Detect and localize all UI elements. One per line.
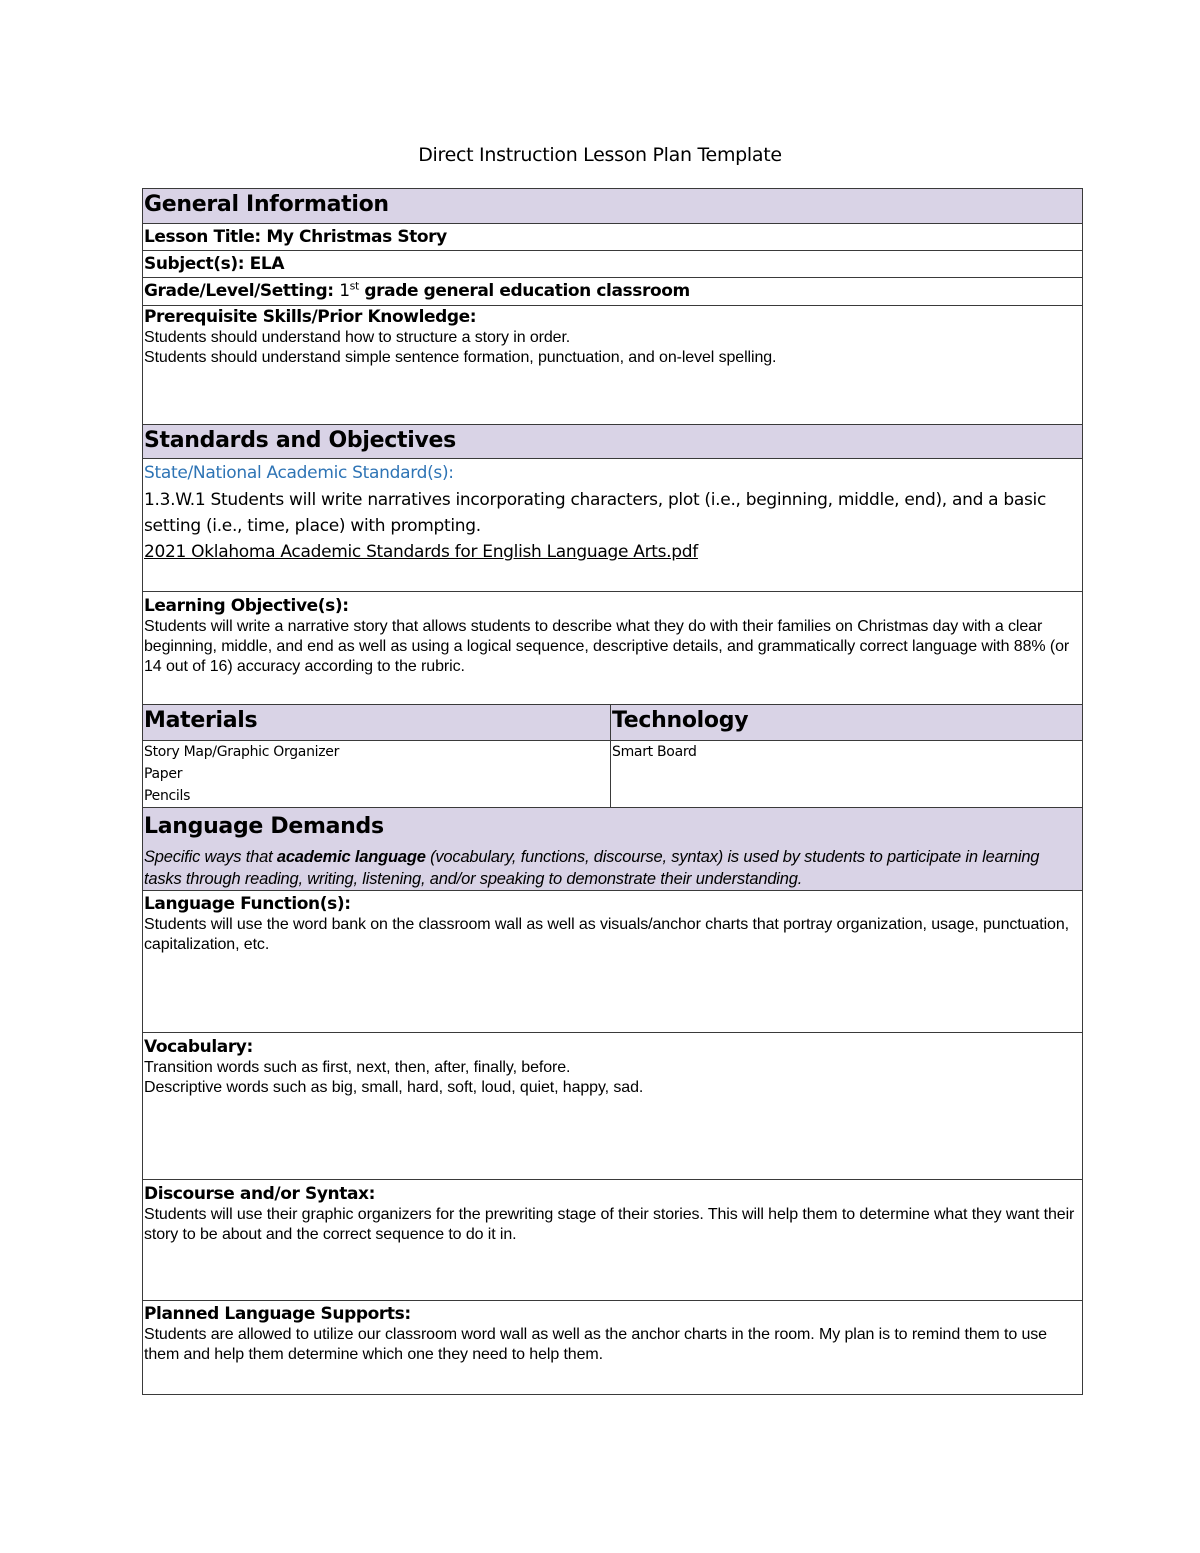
language-functions-cell	[143, 891, 1083, 1033]
description-start: Specific ways that	[144, 848, 277, 866]
language-functions-text: Students will use the word bank on the classroom wall as well as visuals/anchor charts that portray organization, usage, punctuation, capitalization, etc.	[144, 916, 1069, 953]
section-heading: Standards and Objectives	[144, 428, 456, 453]
vocabulary-label: Vocabulary:	[144, 1037, 253, 1057]
language-demands-description	[144, 846, 1080, 890]
materials-item: Paper	[144, 766, 183, 782]
vocabulary-line: Descriptive words such as big, small, hard, soft, loud, quiet, happy, sad.	[144, 1079, 644, 1096]
materials-list	[143, 741, 611, 808]
materials-heading: Materials	[144, 708, 258, 733]
subjects-label: Subject(s):	[144, 254, 245, 274]
standard-document-link[interactable]: 2021 Oklahoma Academic Standards for English Language Arts.pdf	[144, 542, 698, 562]
standards-cell	[143, 459, 1083, 592]
learning-objective-text: Students will write a narrative story that allows students to describe what they do with their families on Christmas day with a clear beginning, middle, and end as well as using a logical sequence, descriptive details, and grammatically correct language with 88% (or 14 out of 16) accuracy according to the rubric.	[144, 618, 1070, 675]
section-heading: General Information	[144, 192, 389, 217]
vocabulary-cell	[143, 1033, 1083, 1180]
standard-label: State/National Academic Standard(s):	[144, 463, 454, 483]
technology-list	[611, 741, 1083, 808]
prerequisite-cell	[143, 306, 1083, 425]
lesson-title-label: Lesson Title:	[144, 227, 261, 247]
document-title: Direct Instruction Lesson Plan Template	[418, 144, 782, 166]
section-general-information	[143, 189, 1083, 224]
discourse-syntax-label: Discourse and/or Syntax:	[144, 1184, 375, 1204]
grade-number: 1	[339, 281, 350, 301]
subjects-row	[143, 251, 1083, 278]
grade-label: Grade/Level/Setting:	[144, 281, 334, 301]
technology-heading: Technology	[612, 708, 749, 733]
discourse-syntax-cell	[143, 1180, 1083, 1301]
materials-item: Story Map/Graphic Organizer	[144, 744, 340, 760]
materials-item: Pencils	[144, 788, 191, 804]
grade-row	[143, 278, 1083, 306]
grade-superscript: st	[349, 279, 359, 293]
standard-text: 1.3.W.1 Students will write narratives incorporating characters, plot (i.e., beginning, middle, end), and a basic setting (i.e., time, place) with prompting.	[144, 490, 1047, 536]
prerequisite-line: Students should understand simple sentence formation, punctuation, and on-level spelling.	[144, 349, 777, 366]
prerequisite-label: Prerequisite Skills/Prior Knowledge:	[144, 307, 477, 327]
language-supports-text: Students are allowed to utilize our classroom word wall as well as the anchor charts in the room. My plan is to remind them to use them and help them determine which one they need to help them.	[144, 1326, 1047, 1363]
description-end: (vocabulary, functions, discourse, syntax) is used by students to participate in learning tasks through reading, writing, listening, and/or speaking to demonstrate their understanding.	[144, 848, 1040, 888]
language-supports-cell	[143, 1301, 1083, 1395]
section-heading: Language Demands	[144, 814, 384, 839]
learning-objective-label: Learning Objective(s):	[144, 596, 349, 616]
grade-value: grade general education classroom	[364, 281, 690, 301]
lesson-plan-table	[142, 188, 1083, 1395]
section-language-demands	[143, 808, 1083, 891]
lesson-title-value: My Christmas Story	[266, 227, 447, 247]
learning-objective-cell	[143, 592, 1083, 705]
description-emphasis: academic language	[276, 848, 426, 866]
lesson-title-row	[143, 224, 1083, 251]
vocabulary-line: Transition words such as first, next, then, after, finally, before.	[144, 1059, 571, 1076]
language-supports-label: Planned Language Supports:	[144, 1304, 411, 1324]
prerequisite-line: Students should understand how to structure a story in order.	[144, 329, 571, 346]
language-functions-label: Language Function(s):	[144, 894, 351, 914]
section-standards-objectives	[143, 425, 1083, 459]
discourse-syntax-text: Students will use their graphic organizers for the prewriting stage of their stories. This will help them to determine what they want their story to be about and the correct sequence to do it in.	[144, 1206, 1075, 1243]
technology-item: Smart Board	[612, 744, 697, 760]
subjects-value: ELA	[249, 254, 285, 274]
materials-heading-cell	[143, 705, 611, 741]
technology-heading-cell	[611, 705, 1083, 741]
